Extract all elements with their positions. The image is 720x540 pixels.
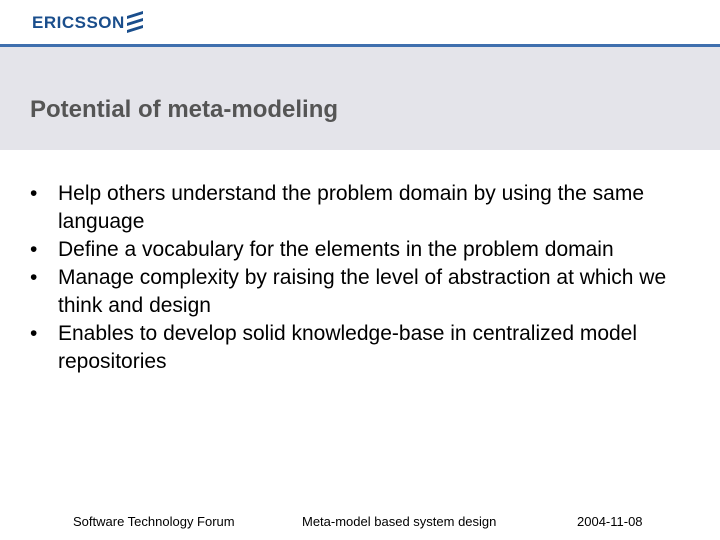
bullet-item bbox=[30, 264, 690, 320]
bullet-icon: • bbox=[30, 238, 38, 261]
bullet-item bbox=[30, 320, 690, 376]
bullet-icon: • bbox=[30, 182, 38, 205]
bullet-icon: • bbox=[30, 322, 38, 345]
footer-presentation-title: Meta-model based system design bbox=[302, 514, 497, 529]
header-bar bbox=[0, 0, 720, 44]
bullet-item bbox=[30, 180, 690, 236]
footer-forum-name: Software Technology Forum bbox=[73, 514, 235, 529]
footer-date: 2004-11-08 bbox=[577, 514, 643, 529]
ericsson-logo-text: ERICSSON bbox=[32, 13, 125, 32]
bullet-text: Manage complexity by raising the level of abstraction at which we think and design bbox=[58, 266, 667, 317]
bullet-icon: • bbox=[30, 266, 38, 289]
bullet-text: Help others understand the problem domain by using the same language bbox=[58, 182, 645, 233]
footer bbox=[0, 500, 720, 540]
bullet-item bbox=[30, 236, 690, 264]
ericsson-logo-icon bbox=[124, 10, 146, 34]
bullet-text: Enables to develop solid knowledge-base in centralized model repositories bbox=[58, 322, 638, 373]
bullet-list bbox=[30, 180, 690, 376]
bullet-text: Define a vocabulary for the elements in the problem domain bbox=[58, 238, 614, 261]
slide-title: Potential of meta-modeling bbox=[30, 96, 339, 123]
